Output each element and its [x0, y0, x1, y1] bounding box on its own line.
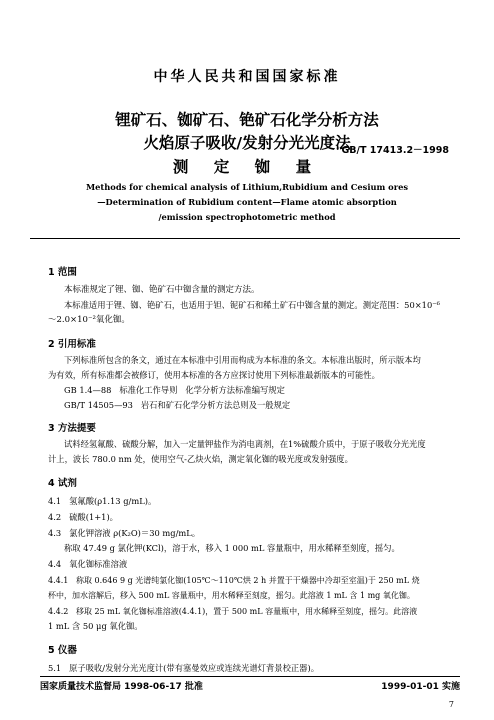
english-title-line-3: /emission spectrophotometric method [158, 212, 336, 222]
section-4-title: 4 试剂 [48, 478, 77, 489]
reagent-4-3: 4.3 氯化钾溶液 ρ(K₂O)＝30 mg/mL。 [48, 528, 201, 538]
section-3-para-a: 试料经氢氟酸、硫酸分解，加入一定量钾盐作为消电离剂，在1%硫酸介质中，于原子吸收分光光度 [64, 439, 426, 449]
section-1-para-2b: ～2.0×10⁻²氧化铷。 [48, 315, 130, 325]
reagent-4-2: 4.2 硫酸(1+1)。 [48, 512, 118, 522]
approval-statement: 国家质量技术监督局 1998-06-17 批准 [40, 682, 203, 692]
reagent-4-4-1b: 杯中，加水溶解后，移入 500 mL 容量瓶中，用水稀释至刻度，摇匀。此溶液 1 mL 含 1 mg 氧化铷。 [48, 591, 415, 600]
title-line-1: 锂矿石、铷矿石、铯矿石化学分析方法 [115, 111, 379, 129]
page-number: 7 [448, 700, 454, 709]
section-1-para-2a: 本标准适用于锂、铷、铯矿石，也适用于钽、铌矿石和稀土矿石中铷含量的测定。测定范围：50×10⁻⁶ [64, 300, 440, 310]
header-divider [30, 238, 460, 239]
english-title-line-2: —Determination of Rubidium content—Flame atomic absorption [97, 197, 397, 207]
section-2-title: 2 引用标准 [48, 339, 96, 350]
title-line-2: 火焰原子吸收/发射分光光度法 [143, 134, 351, 152]
footer-divider [40, 676, 460, 677]
reagent-4-1: 4.1 氢氟酸(ρ1.13 g/mL)。 [48, 496, 157, 506]
english-title-line-1: Methods for chemical analysis of Lithium,Rubidium and Cesium ores [85, 182, 409, 192]
standard-type-heading: 中华人民共和国国家标准 [153, 69, 341, 85]
section-5-title: 5 仪器 [48, 645, 77, 656]
section-3-title: 3 方法提要 [48, 423, 96, 434]
section-2-para-a: 下列标准所包含的条文，通过在本标准中引用而构成为本标准的条文。本标准出版时，所示版本均 [64, 355, 421, 365]
reference-gb-t-14505: GB/T 14505—93 岩石和矿石化学分析方法总则及一般规定 [64, 400, 291, 410]
reagent-4-4: 4.4 氧化铷标准溶液 [48, 559, 128, 569]
standard-number: GB/T 17413.2－1998 [341, 145, 449, 156]
reference-gb-1-4: GB 1.4—88 标准化工作导则 化学分析方法标准编写规定 [64, 385, 285, 395]
section-2-para-b: 为有效，所有标准都会被修订，使用本标准的各方应探讨使用下列标准最新版本的可能性。 [48, 370, 380, 380]
reagent-4-4-1a: 4.4.1 称取 0.646 9 g 光谱纯氯化铷(105℃～110℃烘 2 h 并置于干燥器中冷却至室温)于 250 mL 烧 [48, 576, 420, 585]
title-line-3: 测 定 铷 量 [172, 158, 322, 176]
reagent-4-4-2a: 4.4.2 移取 25 mL 氧化铷标准溶液(4.4.1)，置于 500 mL 容量瓶中，用水稀释至刻度，摇匀。此溶液 [48, 607, 418, 616]
effective-date: 1999-01-01 实施 [381, 682, 460, 692]
reagent-4-4-2b: 1 mL 含 50 μg 氧化铷。 [48, 621, 143, 631]
section-1-para-1: 本标准规定了锂、铷、铯矿石中铷含量的测定方法。 [64, 285, 260, 295]
instrument-5-1: 5.1 原子吸收/发射分光光度计(带有塞曼效应或连续光谱灯背景校正器)。 [48, 663, 319, 673]
section-3-para-b: 计上，波长 780.0 nm 处，使用空气-乙炔火焰，测定氧化铷的吸光度或发射强度。 [48, 454, 353, 464]
section-1-title: 1 范围 [48, 267, 77, 278]
reagent-4-3-detail: 称取 47.49 g 氯化钾(KCl)，溶于水，移入 1 000 mL 容量瓶中，用水稀释至刻度，摇匀。 [64, 543, 400, 553]
